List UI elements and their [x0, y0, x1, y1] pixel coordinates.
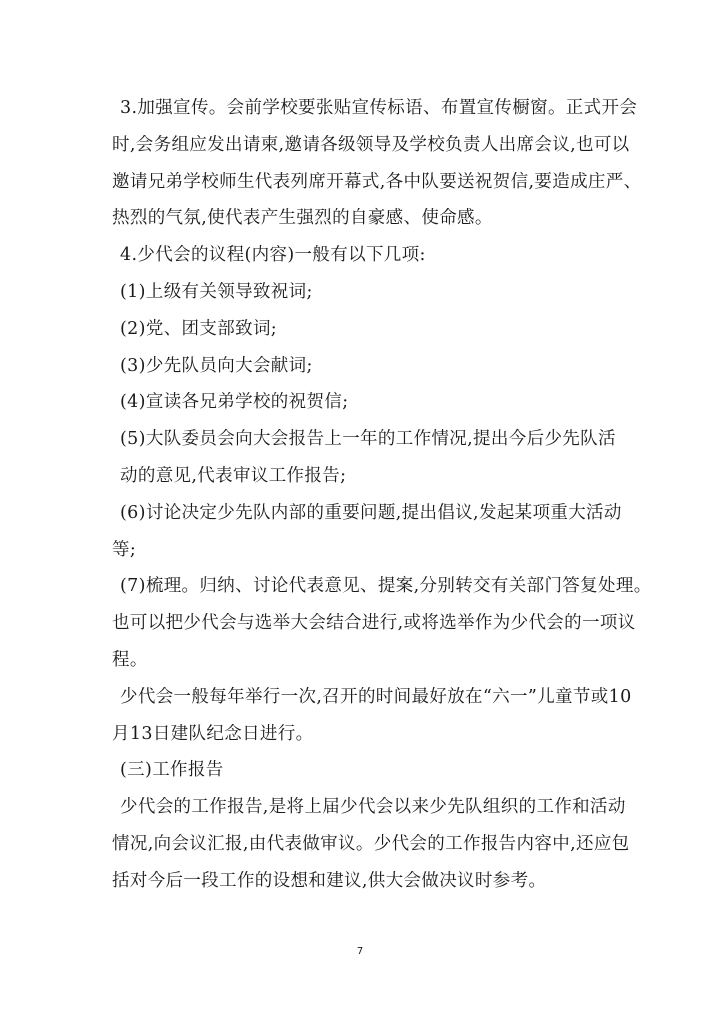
- text-line: 4.少代会的议程(内容)一般有以下几项:: [120, 245, 426, 266]
- text-line: 月13日建队纪念日进行。: [112, 723, 314, 744]
- text-line: 时,会务组应发出请柬,邀请各级领导及学校负责人出席会议,也可以: [112, 134, 630, 155]
- text-line: 3.加强宣传。会前学校要张贴宣传标语、布置宣传橱窗。正式开会: [120, 98, 638, 118]
- text-line: 括对今后一段工作的设想和建议,供大会做决议时参考。: [112, 870, 547, 891]
- document-body: [112, 90, 652, 900]
- text-line: (3)少先队员向大会献词;: [120, 355, 313, 376]
- page-number: 7: [356, 946, 364, 957]
- text-line: 热烈的气氛,使代表产生强烈的自豪感、使命感。: [112, 208, 493, 229]
- text-line: 动的意见,代表审议工作报告;: [120, 465, 347, 486]
- text-line: 少代会的工作报告,是将上届少代会以来少先队组织的工作和活动: [120, 797, 626, 818]
- section-heading: (三)工作报告: [120, 760, 224, 781]
- text-line: (7)梳理。归纳、讨论代表意见、提案,分别转交有关部门答复处理。: [120, 576, 652, 597]
- text-line: 邀请兄弟学校师生代表列席开幕式,各中队要送祝贺信,要造成庄严、: [112, 171, 642, 192]
- text-line: 等;: [112, 539, 137, 560]
- text-line: (2)党、团支部致词;: [120, 318, 278, 339]
- text-line: 少代会一般每年举行一次,召开的时间最好放在“六一”儿童节或10: [120, 686, 632, 707]
- text-line: 也可以把少代会与选举大会结合进行,或将选举作为少代会的一项议: [112, 613, 636, 634]
- text-line: (5)大队委员会向大会报告上一年的工作情况,提出今后少先队活: [120, 429, 616, 450]
- text-line: 程。: [112, 649, 148, 670]
- text-line: 情况,向会议汇报,由代表做审议。少代会的工作报告内容中,还应包: [112, 833, 630, 854]
- text-line: (4)宣读各兄弟学校的祝贺信;: [120, 392, 349, 413]
- text-line: (1)上级有关领导致祝词;: [120, 281, 313, 302]
- text-line: (6)讨论决定少先队内部的重要问题,提出倡议,发起某项重大活动: [120, 502, 622, 523]
